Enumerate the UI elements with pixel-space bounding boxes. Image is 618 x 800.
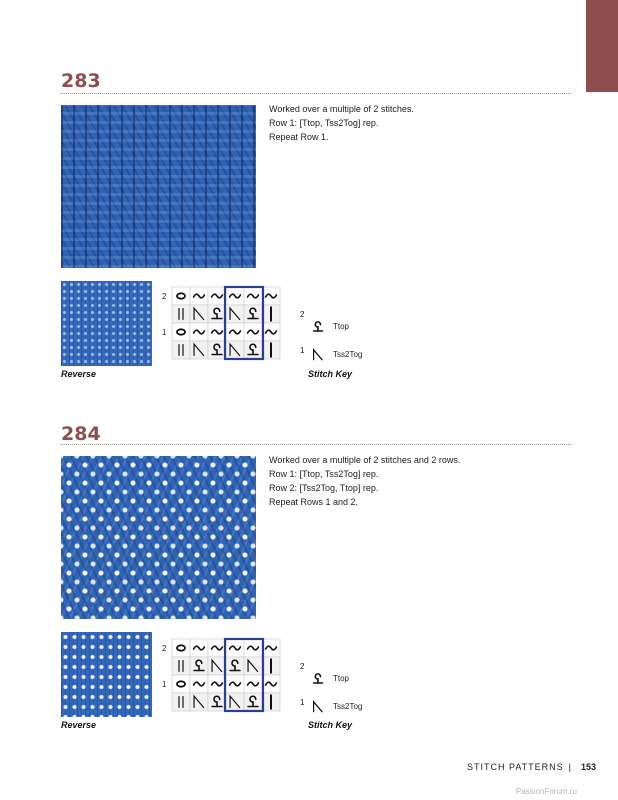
pattern-description [269, 453, 460, 509]
key-label: Tss2Tog [333, 350, 363, 359]
description-line: Row 2: [Tss2Tog, Ttop] rep. [269, 483, 379, 493]
chart-cell [172, 323, 190, 341]
row-number: 1 [300, 698, 305, 707]
pattern-number: 284 [61, 423, 101, 445]
row-number: 2 [162, 292, 167, 301]
row-number: 1 [300, 346, 305, 355]
slant-icon [308, 346, 328, 364]
ttop-symbol [314, 674, 323, 683]
footer-separator: | [568, 762, 573, 772]
slant-icon [308, 698, 328, 716]
chart-cell [172, 287, 190, 305]
stitch-chart [160, 286, 305, 366]
slant-symbol [314, 702, 323, 712]
chart-cell [172, 693, 190, 711]
ttop-symbol [314, 322, 323, 331]
key-label: Tss2Tog [333, 702, 363, 711]
row-number: 1 [162, 328, 167, 337]
ttop-icon [308, 318, 328, 336]
row-number: 2 [162, 644, 167, 653]
chart-cell [172, 675, 190, 693]
description-line: Row 1: [Ttop, Tss2Tog] rep. [269, 118, 379, 128]
stitch-key-title: Stitch Key [308, 720, 353, 730]
chapter-tab [586, 0, 618, 92]
chart-cell [172, 305, 190, 323]
stitch-key-title: Stitch Key [308, 369, 353, 379]
swatch-photo [61, 456, 256, 619]
divider [61, 93, 571, 94]
swatch-photo [61, 105, 256, 268]
pattern-number: 283 [61, 70, 101, 92]
row-number: 2 [300, 310, 305, 319]
row-number: 2 [300, 662, 305, 671]
section-label: STITCH PATTERNS [467, 762, 564, 772]
chart-cell [172, 657, 190, 675]
reverse-swatch-photo [61, 632, 152, 717]
running-footer [467, 762, 596, 772]
description-line: Row 1: [Ttop, Tss2Tog] rep. [269, 469, 379, 479]
key-label: Ttop [333, 322, 350, 331]
reverse-swatch-photo [61, 281, 152, 366]
ttop-icon [308, 670, 328, 688]
row-number: 1 [162, 680, 167, 689]
page-number: 153 [581, 762, 597, 772]
description-line: Repeat Row 1. [269, 132, 329, 142]
slant-symbol [314, 350, 323, 360]
divider [61, 444, 571, 445]
key-label: Ttop [333, 674, 350, 683]
reverse-caption: Reverse [61, 369, 97, 379]
watermark: PassionForum.ru [516, 787, 577, 796]
chart-cell [172, 341, 190, 359]
description-line: Repeat Rows 1 and 2. [269, 497, 359, 507]
reverse-caption: Reverse [61, 720, 97, 730]
pattern-description [269, 102, 414, 144]
description-line: Worked over a multiple of 2 stitches. [269, 104, 414, 114]
stitch-chart [160, 638, 305, 718]
description-line: Worked over a multiple of 2 stitches and 2 rows. [269, 455, 461, 465]
chart-cell [172, 639, 190, 657]
